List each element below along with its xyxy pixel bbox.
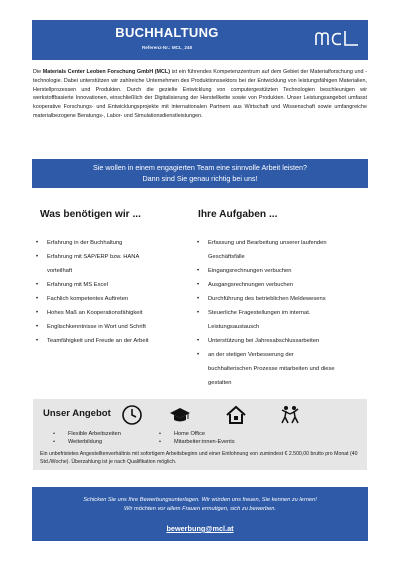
offer-list-left — [53, 431, 163, 446]
list-item: • Unterstützung bei Jahresabschlussarbeiten — [197, 334, 367, 348]
list-item: vorteilhaft — [47, 268, 73, 274]
list-item: gestalten — [208, 380, 232, 386]
list-item: • Erfassung und Bearbeitung unserer laufenden — [197, 236, 367, 250]
list-item: • an der stetigen Verbesserung der — [197, 348, 367, 362]
list-item: • Fachlich kompetentes Auftreten — [36, 292, 196, 306]
tasks-heading: Ihre Aufgaben ... — [198, 209, 278, 220]
list-item: buchhalterischen Prozesse mitarbeiten und diese — [208, 366, 335, 372]
list-item: Leistungsaustausch — [208, 324, 260, 330]
company-name: Materials Center Leoben Forschung GmbH (MCL) — [42, 69, 171, 75]
header-bar — [32, 20, 368, 60]
list-item: • Mitarbeiter:innen-Events — [159, 439, 309, 447]
clock-icon — [121, 404, 143, 426]
job-title: BUCHHALTUNG — [115, 25, 219, 40]
application-email-link[interactable]: bewerbung@mcl.at — [166, 524, 234, 533]
list-item: • Erfahrung mit MS Excel — [36, 278, 196, 292]
reference-number: Referenz-Nr.: MCL_248 — [141, 45, 193, 50]
list-item: • Flexible Arbeitszeiten — [53, 431, 163, 439]
list-item: Geschäftsfälle — [208, 254, 245, 260]
list-item: • Steuerliche Fragestellungen im internat. — [197, 306, 367, 320]
mcl-logo-icon — [314, 28, 360, 50]
offer-list-right — [159, 431, 309, 446]
salary-note: Ein unbefristetes Angestelltenverhältnis mit sofortigem Arbeitsbeginn und einer Entlohnung von zumindest € 2.500,00 brutto pro Monat (40 Std./Woche). Überzahlung ist je nach Qualifikation möglich. — [40, 451, 358, 465]
list-item: • Erfahrung mit SAP/ERP bzw. HANA — [36, 250, 196, 264]
requirements-list — [36, 236, 196, 348]
list-item: • Erfahrung in der Buchhaltung — [36, 236, 196, 250]
list-item: • Teamfähigkeit und Freude an der Arbeit — [36, 334, 196, 348]
list-item: • Home Office — [159, 431, 309, 439]
application-footer — [32, 487, 368, 541]
tasks-list — [197, 236, 367, 390]
application-text: Schicken Sie uns Ihre Bewerbungsunterlagen. Wir würden uns freuen, Sie kennen zu lernen! Wir möchten vor allem Frauen ermutigen, sich zu bewerben. — [83, 497, 317, 512]
people-icon — [279, 404, 301, 426]
offer-box — [33, 399, 367, 470]
list-item: • Englischkenntnisse in Wort und Schrift — [36, 320, 196, 334]
list-item: • Hohes Maß an Kooperationsfähigkeit — [36, 306, 196, 320]
graduation-cap-icon — [169, 404, 191, 426]
list-item: • Ausgangsrechnungen verbuchen — [197, 278, 367, 292]
list-item: • Weiterbildung — [53, 439, 163, 447]
house-icon — [225, 404, 247, 426]
offer-heading: Unser Angebot — [43, 408, 111, 419]
motivation-banner: Sie wollen in einem engagierten Team eine sinnvolle Arbeit leisten? Dann sind Sie genau richtig bei uns! — [32, 159, 368, 188]
list-item: • Durchführung des betrieblichen Meldewesens — [197, 292, 367, 306]
company-intro: Die Materials Center Leoben Forschung GmbH (MCL) ist ein führendes Kompetenzzentrum auf dem Gebiet der Materialforschung und -technologie. Dabei unterstützen wir zahlreiche Unternehmen des Produktionssektors bei der Entwicklung von leistungsfähigen Materialien, Herstellprozessen und Produkten. Durch die gezielte Entwicklung von computergestützten Technologien beschleunigen wir werkstoffbasierte Innovationen, einschließlich der Digitalisierung der Herstellkette sowie von Produkten. Unser Leistungsangebot umfasst kooperative Forschungs- und Entwicklungsprojekte mit internationalen Partnern aus Wirtschaft und Wissenschaft sowie umfangreiche materialbezogene Beratungs-, Labor- und Simulationsdienstleistungen. — [33, 69, 367, 119]
requirements-heading: Was benötigen wir ... — [40, 209, 141, 220]
list-item: • Eingangsrechnungen verbuchen — [197, 264, 367, 278]
